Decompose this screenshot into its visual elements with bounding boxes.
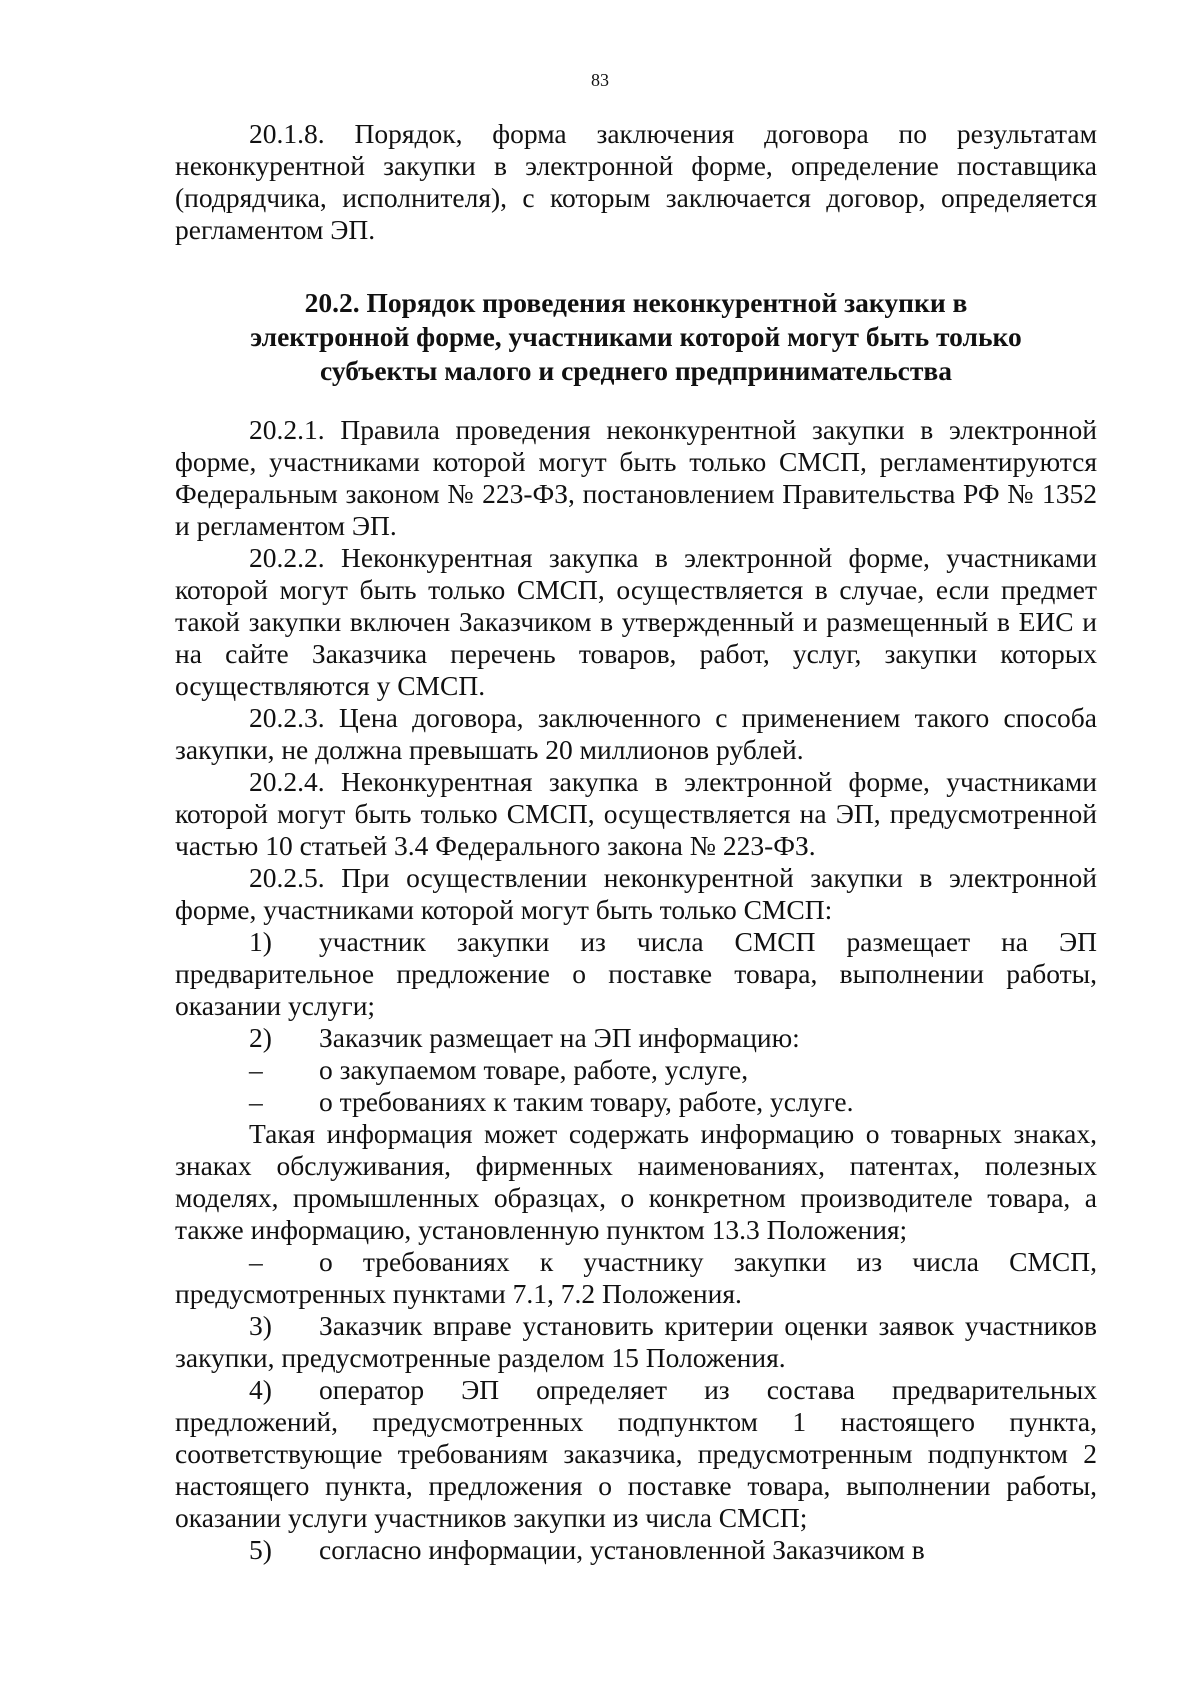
list-item-2-text: Заказчик размещает на ЭП информацию: [319,1022,800,1053]
list-marker-4: 4) [249,1374,272,1405]
list-item-5-text: согласно информации, установленной Заказчиком в [319,1534,925,1565]
heading-line-2: электронной форме, участниками которой могут быть только [250,321,1022,352]
dash-item-3 [175,1246,1097,1310]
paragraph-20-2-2: 20.2.2. Неконкурентная закупка в электронной форме, участниками которой могут быть только СМСП, осуществляется в случае, если предмет такой закупки включен Заказчиком в утвержденный и размещенный в ЕИС и на сайте Заказчика перечень товаров, работ, услуг, закупки которых осуществляются у СМСП. [175,542,1097,701]
list-item-4-text: оператор ЭП определяет из состава предварительных предложений, предусмотренных подпунктом 1 настоящего пункта, соответствующие требованиям заказчика, предусмотренным подпунктом 2 настоящего пункта, предложения о поставке товара, выполнении работы, оказании услуги участников закупки из числа СМСП; [175,1374,1097,1533]
paragraph-20-2-5: 20.2.5. При осуществлении неконкурентной закупки в электронной форме, участниками которой могут быть только СМСП: [175,862,1097,925]
list-item-5 [175,1534,1097,1566]
dash-item-2 [175,1086,1097,1118]
list-item-1 [175,926,1097,1022]
dash-marker: – [249,1086,263,1117]
list-marker-2: 2) [249,1022,272,1053]
list-item-4 [175,1374,1097,1534]
list-item-2 [175,1022,1097,1054]
paragraph-20-1-8: 20.1.8. Порядок, форма заключения договора по результатам неконкурентной закупки в электронной форме, определение поставщика (подрядчика, исполнителя), с которым заключается договор, определяется регламентом ЭП. [175,118,1097,245]
dash-marker: – [249,1054,263,1085]
list-item-3-text: Заказчик вправе установить критерии оценки заявок участников закупки, предусмотренные разделом 15 Положения. [175,1310,1097,1373]
paragraph-20-2-3: 20.2.3. Цена договора, заключенного с применением такого способа закупки, не должна превышать 20 миллионов рублей. [175,702,1097,765]
document-body [175,118,1097,1566]
list-item-3 [175,1310,1097,1374]
dash-item-1-text: о закупаемом товаре, работе, услуге, [319,1054,749,1085]
list-marker-5: 5) [249,1534,272,1565]
paragraph-20-2-4: 20.2.4. Неконкурентная закупка в электронной форме, участниками которой могут быть только СМСП, осуществляется на ЭП, предусмотренной частью 10 статьей 3.4 Федерального закона № 223-ФЗ. [175,766,1097,861]
dash-item-1 [175,1054,1097,1086]
paragraph-info: Такая информация может содержать информацию о товарных знаках, знаках обслуживания, фирменных наименованиях, патентах, полезных моделях, промышленных образцах, о конкретном производителе товара, а также информацию, установленную пунктом 13.3 Положения; [175,1118,1097,1245]
section-heading-20-2 [175,286,1097,388]
page-number: 83 [591,70,609,90]
list-marker-1: 1) [249,926,272,957]
dash-item-2-text: о требованиях к таким товару, работе, услуге. [319,1086,854,1117]
paragraph-20-2-1: 20.2.1. Правила проведения неконкурентной закупки в электронной форме, участниками которой могут быть только СМСП, регламентируются Федеральным законом № 223-ФЗ, постановлением Правительства РФ № 1352 и регламентом ЭП. [175,414,1097,541]
dash-item-3-text: о требованиях к участнику закупки из числа СМСП, предусмотренных пунктами 7.1, 7.2 Положения. [175,1246,1097,1309]
list-item-1-text: участник закупки из числа СМСП размещает на ЭП предварительное предложение о поставке товара, выполнении работы, оказании услуги; [175,926,1097,1021]
heading-line-1: 20.2. Порядок проведения неконкурентной закупки в [304,287,968,318]
dash-marker: – [249,1246,263,1277]
heading-line-3: субъекты малого и среднего предпринимательства [320,355,952,386]
list-marker-3: 3) [249,1310,272,1341]
